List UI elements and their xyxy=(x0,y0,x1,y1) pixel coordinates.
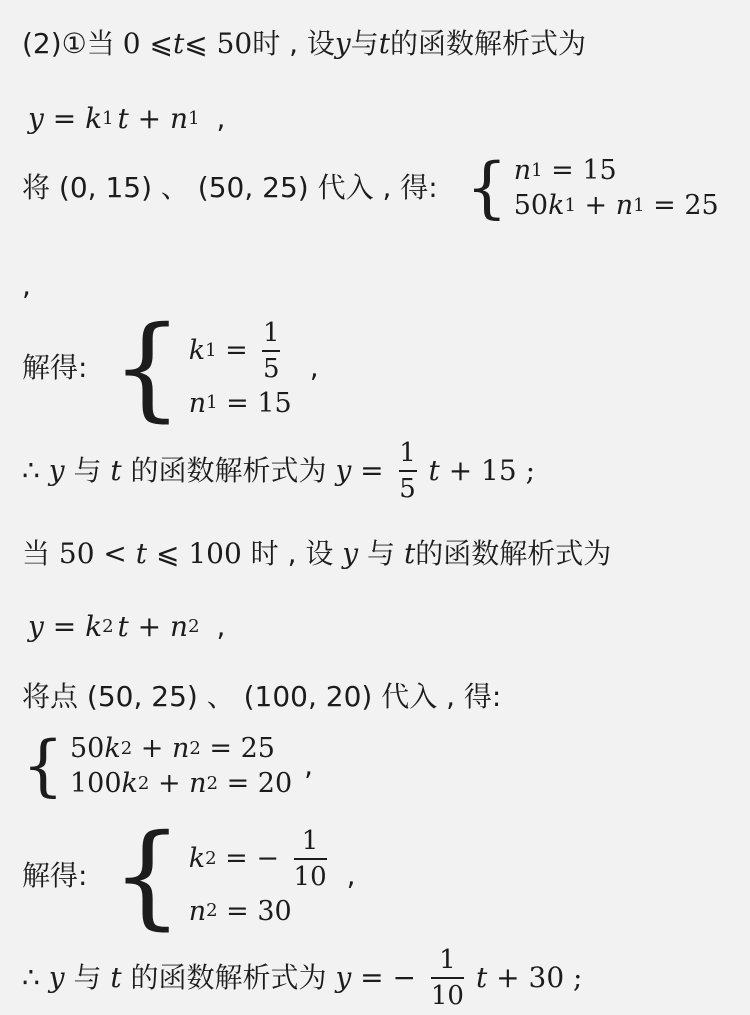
text: 的函数解析式为 xyxy=(415,537,612,570)
math: = − xyxy=(216,843,288,874)
fraction-bar xyxy=(294,858,327,860)
math-var: n xyxy=(189,768,207,799)
fraction xyxy=(399,440,417,502)
math-var: t xyxy=(475,961,488,994)
math: + xyxy=(128,102,171,135)
math: = xyxy=(43,610,86,643)
left-brace: { xyxy=(111,811,183,941)
math: = − xyxy=(351,961,425,994)
math: = 30 xyxy=(217,895,292,927)
fraction-bar xyxy=(431,977,464,979)
math: = xyxy=(43,102,86,135)
math-var: t xyxy=(378,27,391,60)
math: + xyxy=(149,768,190,799)
math-var: k xyxy=(104,733,121,764)
math-var: y xyxy=(342,537,359,570)
math-var: k xyxy=(85,610,103,643)
numerator: 1 xyxy=(439,945,456,975)
line-result2 xyxy=(22,947,582,1009)
line-case1-intro xyxy=(22,27,587,60)
math-var: t xyxy=(172,27,185,60)
math-var: t xyxy=(428,454,440,487)
text: 解得: xyxy=(22,351,88,384)
numerator: 1 xyxy=(301,825,319,856)
text: 的函数解析式为 xyxy=(121,961,336,994)
line-formula2 xyxy=(28,610,226,643)
equation-system xyxy=(111,303,319,433)
math-var: y xyxy=(28,102,44,135)
text: , xyxy=(309,351,319,384)
math-var: n xyxy=(171,733,190,764)
fraction xyxy=(262,317,280,384)
left-brace: { xyxy=(465,149,508,226)
math: 100 xyxy=(70,768,122,799)
text: ∴ xyxy=(22,454,49,487)
math-var: k xyxy=(188,843,206,874)
line-comma xyxy=(22,269,31,302)
text: , xyxy=(207,610,226,643)
text: 将点 (50, 25) 、 (100, 20) 代入 , 得: xyxy=(22,680,502,713)
math: 50 xyxy=(513,190,549,221)
numerator: 1 xyxy=(263,317,280,348)
math-var: n xyxy=(170,102,189,135)
equation-system xyxy=(22,727,314,804)
denominator: 10 xyxy=(430,981,464,1011)
subscript: 1 xyxy=(564,194,576,216)
subscript: 2 xyxy=(102,616,114,637)
math: + 30 ; xyxy=(487,961,583,994)
fraction-bar xyxy=(262,350,280,352)
text: 与 xyxy=(358,537,404,570)
fraction xyxy=(431,947,464,1009)
math-var: k xyxy=(548,190,565,221)
text: , xyxy=(304,749,314,782)
text: 时 , 设 xyxy=(241,537,343,570)
math: ⩽ 100 xyxy=(147,537,242,570)
text: 与 xyxy=(64,961,111,994)
math-var: y xyxy=(335,961,352,994)
equation-system xyxy=(465,149,719,226)
fraction xyxy=(293,825,327,892)
math-var: y xyxy=(335,454,352,487)
text: ∴ xyxy=(22,961,49,994)
math-var: t xyxy=(403,537,416,570)
line-substitute2 xyxy=(22,680,502,713)
math-var: k xyxy=(188,335,206,366)
denominator: 5 xyxy=(263,353,280,384)
text: 的函数解析式为 xyxy=(390,27,587,60)
text: , xyxy=(346,859,356,892)
math-var: t xyxy=(135,537,148,570)
line-solution1 xyxy=(22,303,319,433)
math: = 25 xyxy=(644,190,719,221)
denominator: 5 xyxy=(399,474,416,504)
math: = 15 xyxy=(217,387,292,419)
subscript: 1 xyxy=(206,392,218,413)
subscript: 2 xyxy=(205,847,217,869)
text: 与 xyxy=(350,27,379,60)
system-row xyxy=(188,387,292,419)
math-var: n xyxy=(188,387,207,419)
text: , xyxy=(207,102,226,135)
subscript: 2 xyxy=(189,737,201,759)
line-case2-intro xyxy=(22,537,612,570)
line-result1 xyxy=(22,440,535,502)
subscript: 2 xyxy=(206,772,219,794)
subscript: 2 xyxy=(206,900,218,921)
text: 将 (0, 15) 、 (50, 25) 代入 , 得: xyxy=(22,171,438,204)
system-row xyxy=(70,770,292,797)
subscript: 1 xyxy=(531,159,543,181)
line-solution2 xyxy=(22,811,356,941)
system-row xyxy=(514,192,719,219)
math-var: n xyxy=(188,895,207,927)
math: + xyxy=(132,733,172,764)
text: 时 , 设 xyxy=(252,27,335,60)
math-var: t xyxy=(110,961,122,994)
math: = xyxy=(351,454,393,487)
line-substitute1 xyxy=(22,149,719,226)
subscript: 2 xyxy=(188,616,200,637)
line-system2 xyxy=(22,727,314,804)
math: 0 ⩽ xyxy=(122,27,173,60)
math-var: y xyxy=(48,961,65,994)
text: 当 xyxy=(22,537,59,570)
math-var: n xyxy=(170,610,189,643)
math: = 20 xyxy=(218,768,293,799)
system-row xyxy=(188,825,333,892)
system-row xyxy=(514,157,719,184)
math: = 15 xyxy=(542,155,617,186)
math: = 25 xyxy=(200,733,275,764)
math-var: y xyxy=(28,610,44,643)
math-var: t xyxy=(117,610,129,643)
subscript: 1 xyxy=(633,194,645,216)
numerator: 1 xyxy=(399,438,416,468)
text: , xyxy=(22,269,31,302)
math: + xyxy=(128,610,171,643)
line-formula1 xyxy=(28,102,226,135)
math: + 15 ; xyxy=(439,454,536,487)
math-var: t xyxy=(117,102,129,135)
fraction-bar xyxy=(399,470,417,472)
text: 与 xyxy=(64,454,111,487)
math: 50 < xyxy=(58,537,136,570)
subscript: 2 xyxy=(137,772,150,794)
math-var: k xyxy=(121,768,138,799)
math: ⩽ 50 xyxy=(184,27,253,60)
system-row xyxy=(188,317,292,384)
system-row xyxy=(70,735,292,762)
math: + xyxy=(575,190,616,221)
math: 50 xyxy=(70,733,105,764)
subscript: 2 xyxy=(120,737,133,759)
subscript: 1 xyxy=(102,108,114,129)
left-brace: { xyxy=(111,303,183,433)
text: 解得: xyxy=(22,859,88,892)
math-var: n xyxy=(615,190,634,221)
math-var: k xyxy=(85,102,103,135)
denominator: 10 xyxy=(293,861,327,892)
text: (2)①当 xyxy=(22,27,115,60)
math-var: y xyxy=(334,27,351,60)
math-var: n xyxy=(513,155,532,186)
subscript: 1 xyxy=(188,108,200,129)
math-var: t xyxy=(110,454,122,487)
subscript: 1 xyxy=(205,339,217,361)
left-brace: { xyxy=(22,727,64,804)
math-var: y xyxy=(48,454,65,487)
text: 的函数解析式为 xyxy=(121,454,336,487)
math: = xyxy=(216,335,257,366)
system-row xyxy=(188,895,333,927)
equation-system xyxy=(111,811,356,941)
